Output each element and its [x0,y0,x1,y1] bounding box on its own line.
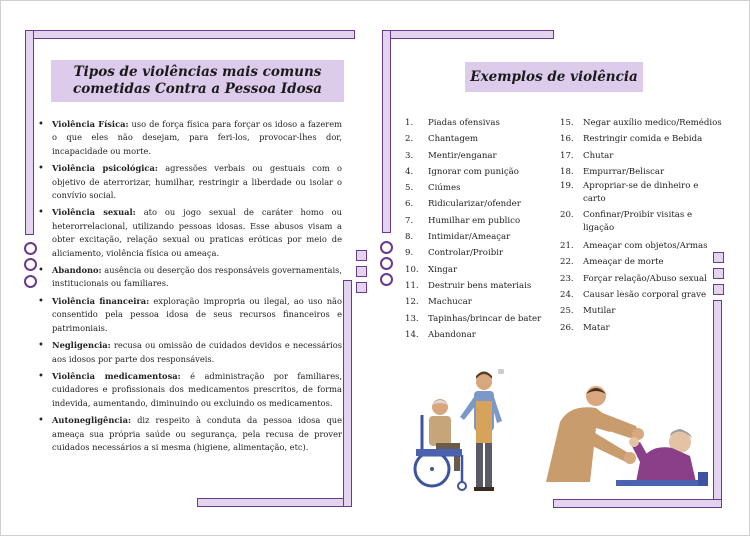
item-number: 25. [560,306,574,317]
term: Violência sexual: [52,207,136,218]
list-item [405,327,555,343]
circle-ornament [24,275,37,288]
list-item [560,180,710,209]
term: Negligencia: [52,340,111,351]
item-number: 21. [560,241,574,252]
item-number: 11. [405,280,419,291]
desc: agressões verbais ou gestuais com o objetivo de aterrorizar, humilhar, restringir a liberdade ou isolar o convívio social. [52,163,343,201]
list-item [560,303,710,319]
desc: é administração por familiares, cuidadores e profissionais dos medicamentos prescritos, de forma indevida, aumentando, diminuindo ou excluindo os medicamentos. [52,370,342,408]
list-item [38,370,342,410]
item-text: Controlar/Proibir [428,248,504,259]
right-bottom-bar [553,499,722,508]
item-text: Negar auxílio medico/Remédios [583,118,722,128]
left-title-box [51,60,344,102]
list-item [560,131,710,147]
list-item [560,287,710,303]
item-text: Ridicularizar/ofender [428,199,521,210]
list-item [405,213,555,229]
examples-list-col2 [560,115,722,336]
caregiver-wheelchair-illustration [412,365,512,497]
list-item [560,238,710,254]
square-ornament [713,252,724,263]
list-item [560,148,710,164]
list-item [560,164,710,180]
list-item [405,262,555,278]
item-number: 2. [405,134,414,145]
list-item [405,294,555,310]
circle-ornament [24,258,37,271]
item-number: 13. [405,313,419,324]
item-number: 15. [560,118,574,128]
item-number: 5. [405,183,414,194]
circle-ornament [380,257,393,270]
item-text: Chutar [583,150,614,161]
list-item [405,115,555,131]
list-item [38,206,342,260]
right-title: Exemplos de violência [470,69,638,85]
square-ornament [356,250,367,261]
item-number: 22. [560,257,574,268]
square-ornament [356,282,367,293]
desc: uso de força física para forçar os idoso a fazerem o que eles não desejam, para feri-los, provocar-lhes dor, incapacidade ou morte. [52,119,343,156]
item-text: Destruir bens materiais [428,280,532,291]
list-item [38,118,342,158]
list-item [405,148,555,164]
term: Violência medicamentosa: [52,370,181,381]
list-item [560,320,710,336]
item-text: Ameaçar com objetos/Armas [583,241,708,252]
item-text: Apropriar-se de dinheiro e carto [583,181,699,205]
item-number: 8. [405,232,414,243]
item-number: 7. [405,215,414,226]
item-number: 10. [405,264,419,275]
term: Violência financeira: [52,295,150,306]
item-number: 14. [405,329,419,340]
list-item [38,162,342,202]
list-item [38,339,342,366]
list-item [560,209,710,238]
circle-ornament [380,241,393,254]
left-top-bar [25,30,355,39]
item-number: 3. [405,150,414,161]
list-item [405,180,555,196]
item-text: Intimidar/Ameaçar [428,232,511,243]
term: Autonegligência: [52,415,132,426]
item-text: Restringir comida e Bebida [583,134,703,145]
list-item [405,131,555,147]
right-top-bar [382,30,554,39]
list-item [560,254,710,270]
item-number: 23. [560,273,574,284]
item-number: 9. [405,248,414,259]
square-ornament [356,266,367,277]
list-item [405,245,555,261]
square-ornament [713,284,724,295]
list-item [405,311,555,327]
desc: exploração impropria ou ilegal, ao uso não consentido pela pessoa idosa de seus recursos financeiros e patrimoniais. [52,295,342,333]
examples-list-col1 [405,115,555,343]
term: Abandono: [52,265,102,276]
list-item [405,278,555,294]
left-bottom-bar [197,498,352,507]
right-right-vertical-bar [713,300,722,508]
violence-types-list [38,118,342,458]
desc: recusa ou omissão de cuidados devidos e necessários aos idosos por parte dos responsáveis. [52,340,343,364]
left-right-vertical-bar [343,280,352,507]
item-text: Piadas ofensivas [428,118,500,128]
left-vertical-bar [25,30,34,235]
term: Violência psicológica: [52,163,158,174]
desc: diz respeito à conduta da pessoa idosa que ameaça sua própria saúde ou segurança, pela recusa de prover cuidados necessários a si mesma (higiene, alimentação, etc). [52,415,343,452]
list-item [38,295,342,335]
item-text: Ameaçar de morte [583,257,664,268]
list-item [38,264,342,291]
desc: ausência ou deserção dos responsáveis governamentais, institucionais ou familiares. [52,265,342,289]
item-text: Abandonar [428,329,476,340]
item-text: Mentir/enganar [428,150,497,161]
list-item [560,271,710,287]
item-number: 1. [405,118,414,128]
item-text: Humilhar em publico [428,215,521,226]
desc: ato ou jogo sexual de caráter homo ou heterorrelacional, utilizando pessoas idosas. Esse abusos visam a obter excitação, relação sexual ou praticas eróticas por meio de aliciamento, violência física ou ameaça. [52,207,343,258]
item-number: 6. [405,199,414,210]
item-number: 24. [560,290,574,301]
right-title-box [465,62,643,92]
item-number: 20. [560,210,574,221]
term: Violência Física: [52,119,129,129]
aggression-illustration [540,382,710,490]
item-text: Forçar relação/Abuso sexual [583,273,707,284]
list-item [405,196,555,212]
item-text: Ciúmes [428,183,461,194]
item-text: Causar lesão corporal grave [583,290,707,301]
item-number: 19. [560,181,574,192]
list-item [405,164,555,180]
item-text: Xingar [428,264,458,275]
item-number: 17. [560,150,574,161]
item-text: Matar [583,322,610,333]
item-text: Chantagem [428,134,479,145]
circle-ornament [24,242,37,255]
item-text: Machucar [428,297,472,308]
item-number: 16. [560,134,574,145]
item-text: Mutilar [583,306,616,317]
item-number: 4. [405,166,414,177]
list-item [405,229,555,245]
list-item [38,414,342,454]
item-number: 18. [560,166,574,177]
right-vertical-bar [382,30,391,233]
item-text: Tapinhas/brincar de bater [428,313,542,324]
item-text: Empurrar/Beliscar [583,166,665,177]
item-text: Ignorar com punição [428,166,519,177]
circle-ornament [380,273,393,286]
square-ornament [713,268,724,279]
list-item [560,115,722,131]
left-title-line2: cometidas Contra a Pessoa Idosa [73,81,322,97]
left-title-line1: Tipos de violências mais comuns [73,64,322,80]
item-text: Confinar/Proibir visitas e ligação [583,210,693,234]
item-number: 12. [405,297,419,308]
item-number: 26. [560,322,574,333]
